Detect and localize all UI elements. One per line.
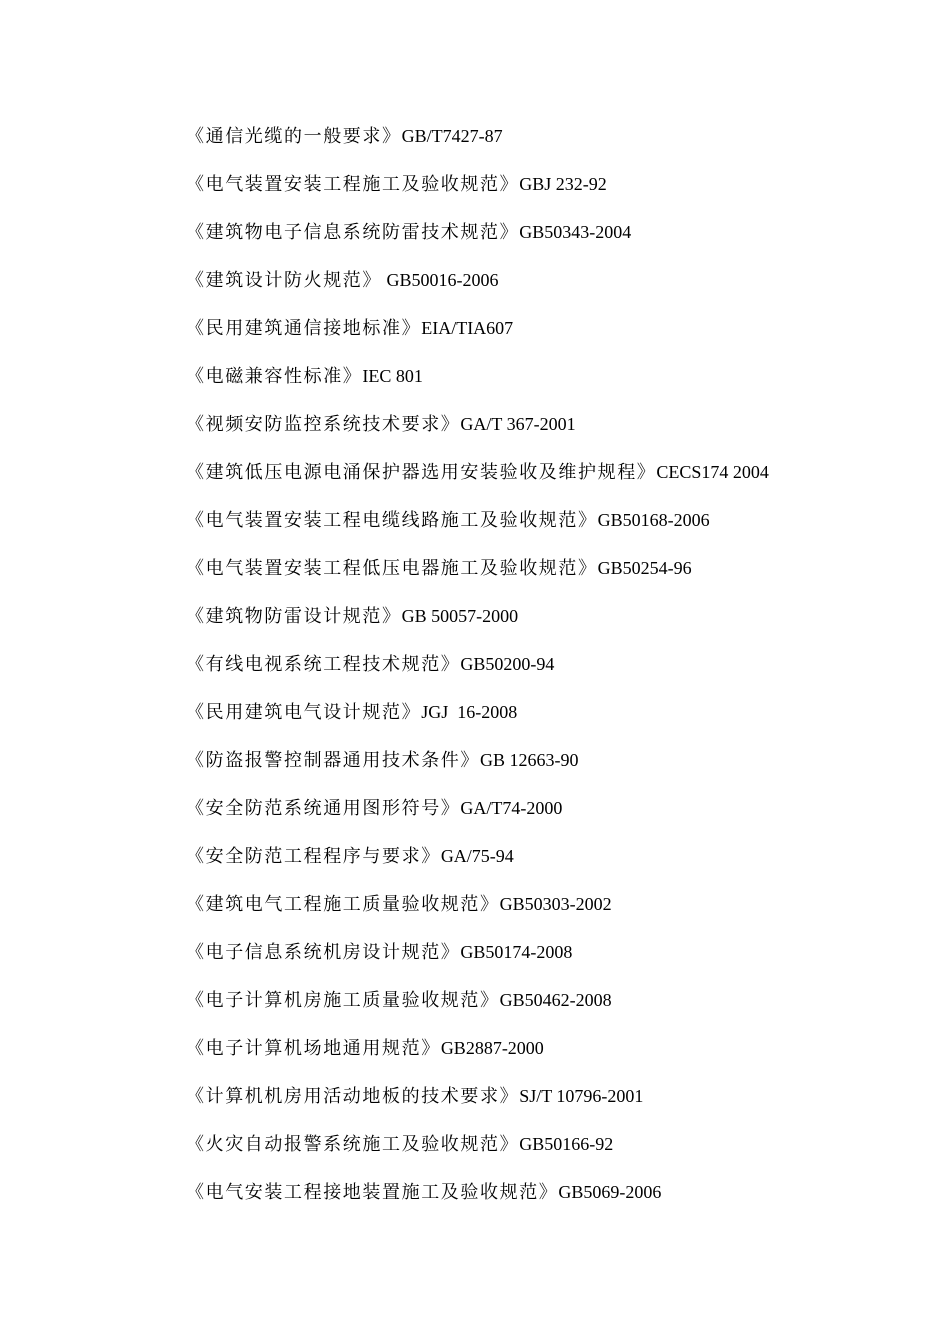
standard-title: 《民用建筑通信接地标准》 (186, 318, 422, 339)
standard-code: GA/T74-2000 (460, 798, 563, 818)
standard-code: GB50343-2004 (519, 222, 632, 242)
standard-title: 《计算机机房用活动地板的技术要求》 (186, 1086, 520, 1107)
standard-title: 《安全防范系统通用图形符号》 (186, 798, 461, 819)
standard-item (186, 794, 906, 842)
standard-code: GB50462-2008 (499, 990, 612, 1010)
standard-item (186, 1034, 906, 1082)
standard-code: GB50016-2006 (382, 270, 499, 290)
standard-title: 《建筑物电子信息系统防雷技术规范》 (186, 222, 520, 243)
standard-title: 《通信光缆的一般要求》 (186, 126, 402, 147)
standard-code: CECS174 2004 (656, 462, 769, 482)
standard-item (186, 1130, 906, 1178)
standard-code: GB5069-2006 (558, 1182, 662, 1202)
standard-title: 《建筑低压电源电涌保护器选用安装验收及维护规程》 (186, 462, 657, 483)
standard-title: 《电气装置安装工程低压电器施工及验收规范》 (186, 558, 598, 579)
standard-code: GB50168-2006 (597, 510, 710, 530)
standard-code: SJ/T 10796-2001 (519, 1086, 644, 1106)
standard-item (186, 554, 906, 602)
standard-item (186, 266, 906, 314)
standard-code: GB 50057-2000 (401, 606, 519, 626)
standard-title: 《建筑物防雷设计规范》 (186, 606, 402, 627)
standard-item (186, 890, 906, 938)
standard-item (186, 986, 906, 1034)
standard-item (186, 1178, 906, 1226)
standard-title: 《电气装置安装工程电缆线路施工及验收规范》 (186, 510, 598, 531)
standard-item (186, 362, 906, 410)
standard-code: GB50174-2008 (460, 942, 573, 962)
standard-title: 《电磁兼容性标准》 (186, 366, 363, 387)
standard-title: 《防盗报警控制器通用技术条件》 (186, 750, 480, 771)
standard-title: 《火灾自动报警系统施工及验收规范》 (186, 1134, 520, 1155)
standard-code: GA/75-94 (440, 846, 514, 866)
standard-code: IEC 801 (362, 366, 423, 386)
standard-item (186, 602, 906, 650)
standard-item (186, 698, 906, 746)
standard-item (186, 314, 906, 362)
standard-code: GB2887-2000 (440, 1038, 544, 1058)
standard-code: GA/T 367-2001 (460, 414, 576, 434)
standard-code: GB50303-2002 (499, 894, 612, 914)
standard-title: 《电子信息系统机房设计规范》 (186, 942, 461, 963)
standard-title: 《民用建筑电气设计规范》 (186, 702, 422, 723)
standard-title: 《电子计算机场地通用规范》 (186, 1038, 441, 1059)
standard-item (186, 218, 906, 266)
standard-title: 《电气安装工程接地装置施工及验收规范》 (186, 1182, 559, 1203)
standard-item (186, 1082, 906, 1130)
standard-item (186, 650, 906, 698)
standard-code: GB/T7427-87 (401, 126, 503, 146)
standard-item (186, 170, 906, 218)
standard-code: GB50200-94 (460, 654, 555, 674)
standard-code: GBJ 232-92 (519, 174, 607, 194)
standard-item (186, 506, 906, 554)
standard-code: GB 12663-90 (480, 750, 579, 770)
standard-code: GB50254-96 (597, 558, 692, 578)
standard-title: 《建筑电气工程施工质量验收规范》 (186, 894, 500, 915)
standard-title: 《视频安防监控系统技术要求》 (186, 414, 461, 435)
standard-item (186, 746, 906, 794)
standard-code: JGJ 16-2008 (421, 702, 518, 722)
standard-code: GB50166-92 (519, 1134, 614, 1154)
standard-item (186, 938, 906, 986)
standard-item (186, 122, 906, 170)
standard-item (186, 410, 906, 458)
standard-code: EIA/TIA607 (421, 318, 514, 338)
standard-title: 《建筑设计防火规范》 (186, 270, 382, 291)
standard-item (186, 458, 906, 506)
standards-list (186, 122, 906, 1226)
standard-title: 《电气装置安装工程施工及验收规范》 (186, 174, 520, 195)
standard-item (186, 842, 906, 890)
standard-title: 《电子计算机房施工质量验收规范》 (186, 990, 500, 1011)
standard-title: 《安全防范工程程序与要求》 (186, 846, 441, 867)
standard-title: 《有线电视系统工程技术规范》 (186, 654, 461, 675)
